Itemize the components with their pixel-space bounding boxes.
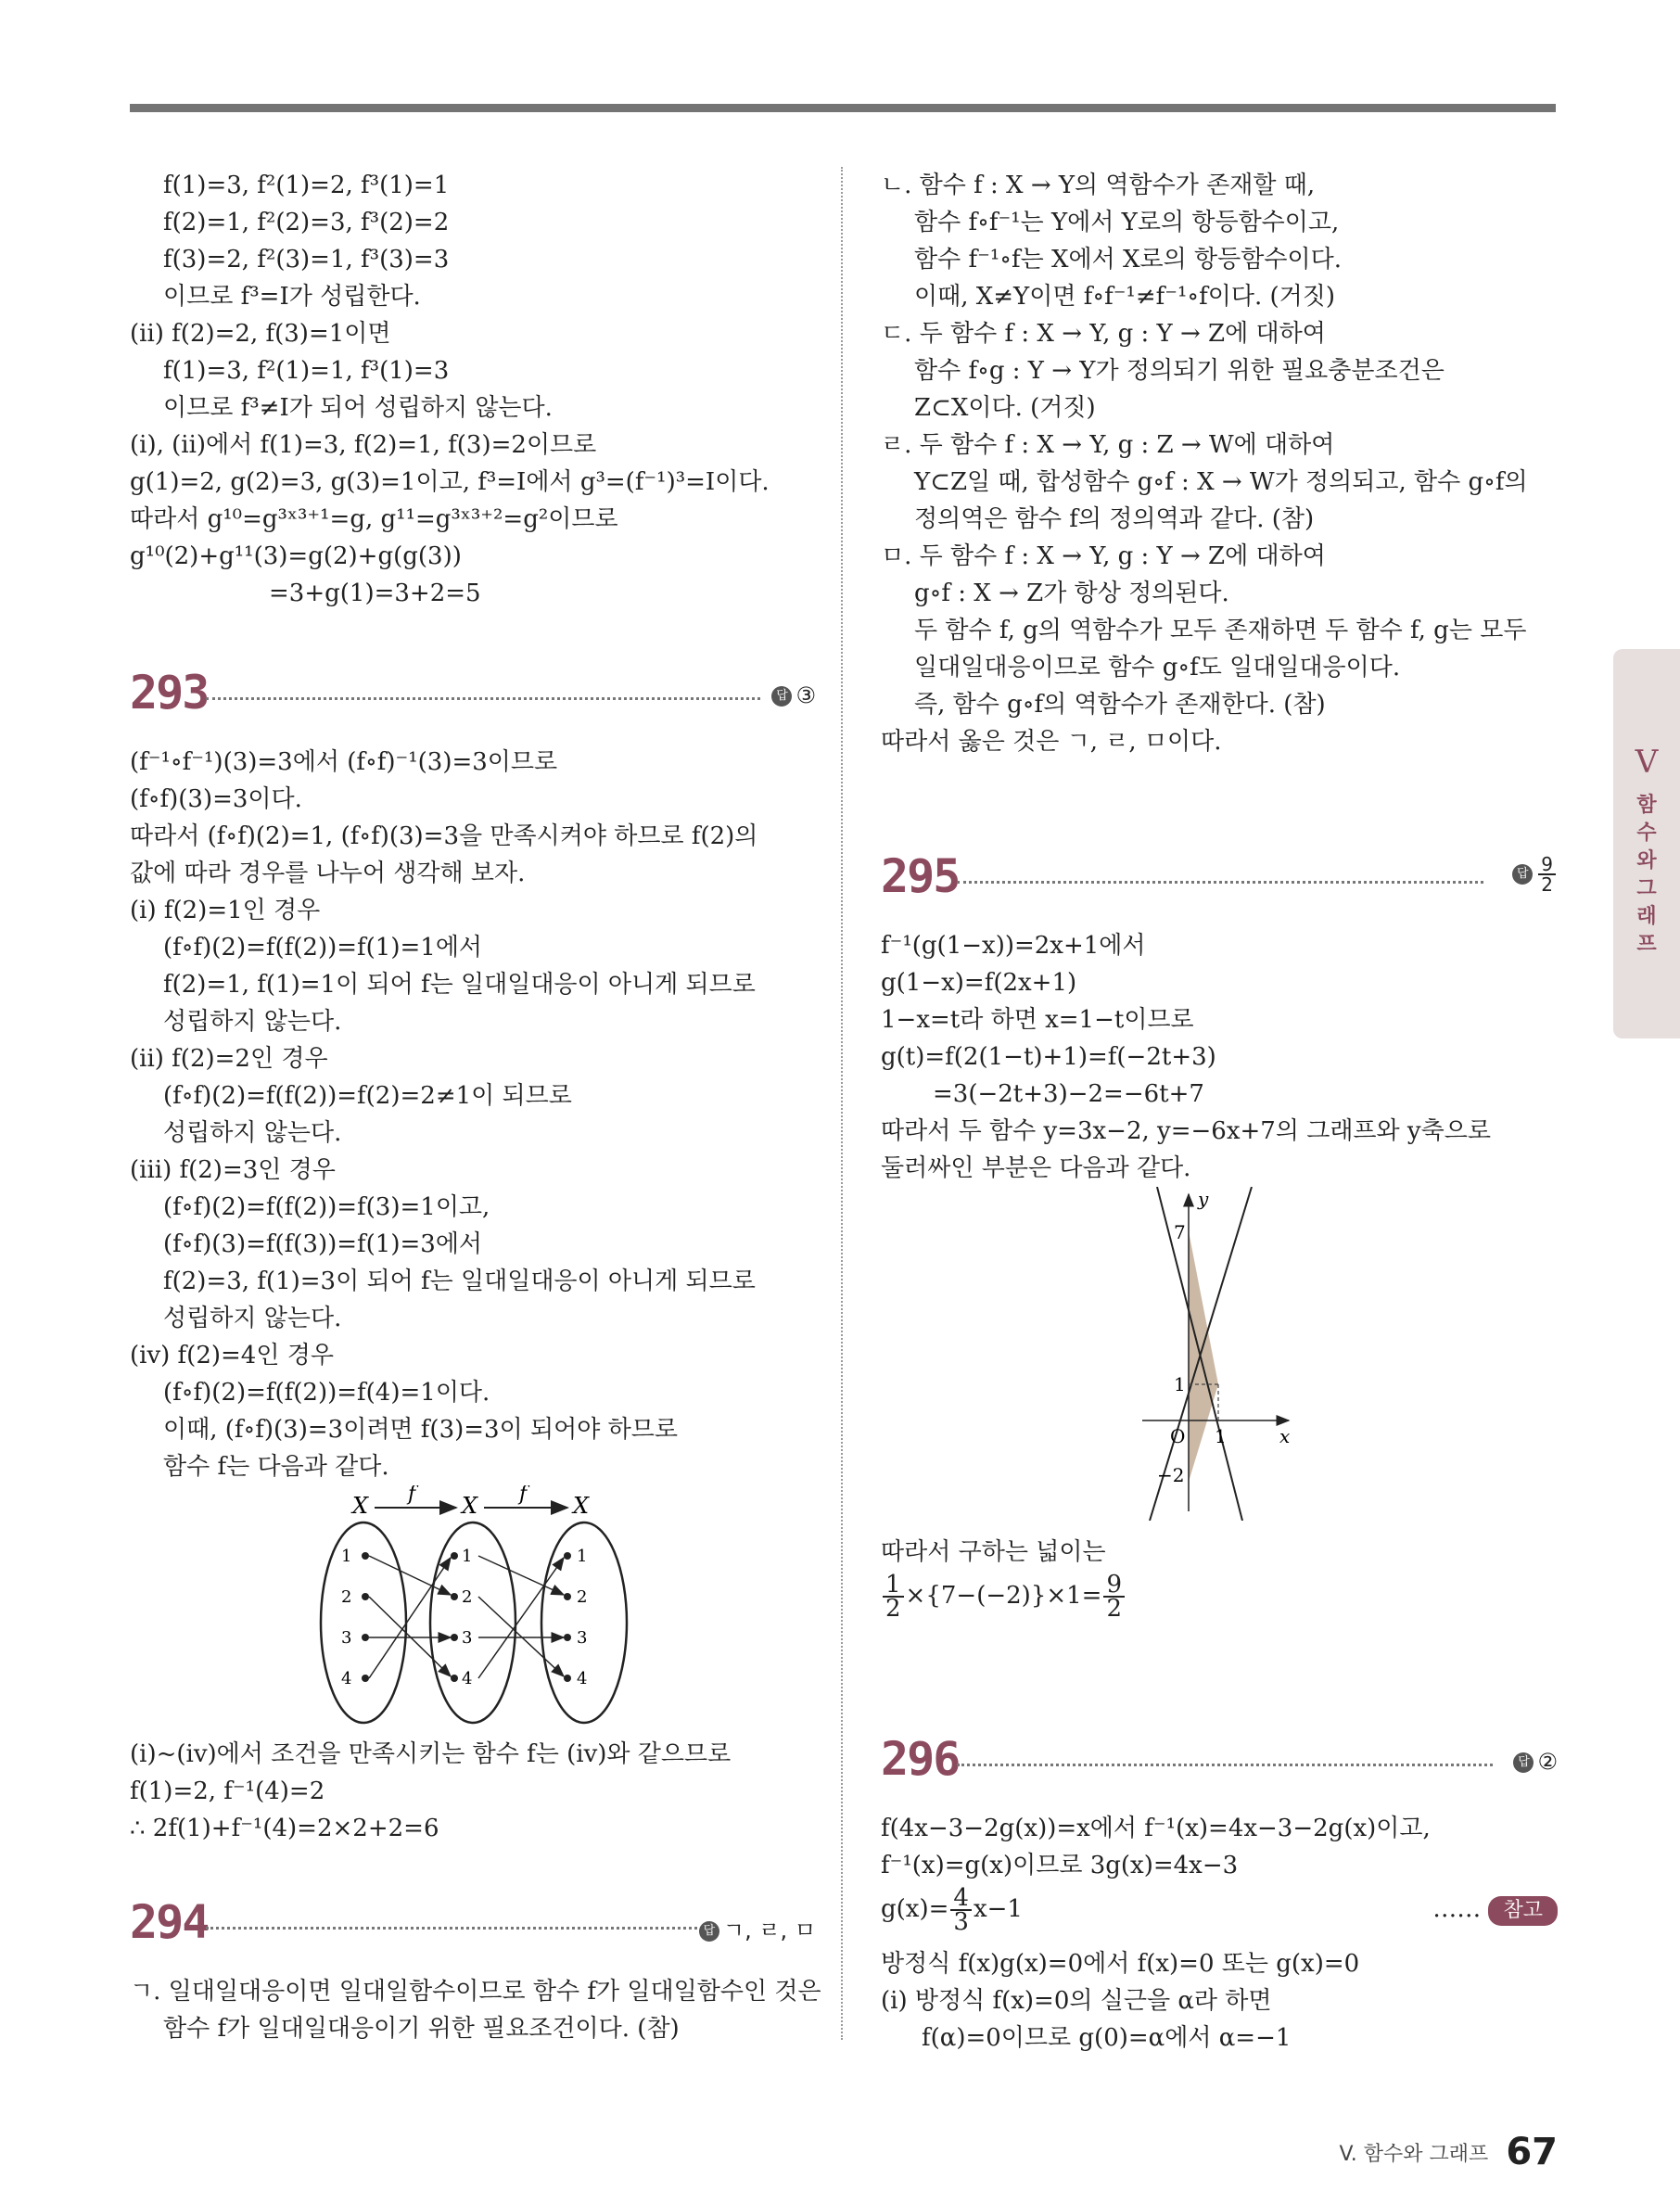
arrow-label: f (408, 1485, 416, 1506)
eq-prefix: g(x)= (881, 1895, 949, 1923)
text-line: f(1)=3, f²(1)=2, f³(1)=1 (163, 172, 450, 199)
text-line: (i), (ii)에서 f(1)=3, f(2)=1, f(3)=2이므로 (130, 431, 597, 459)
leader-dots (206, 697, 760, 700)
text-line: 따라서 옳은 것은 ㄱ, ㄹ, ㅁ이다. (881, 728, 1222, 756)
text-line: 성립하지 않는다. (163, 1305, 342, 1332)
text-line: f(α)=0이므로 g(0)=α에서 α=−1 (922, 2024, 1292, 2052)
page-footer (1340, 2131, 1558, 2173)
text-line: 둘러싸인 부분은 다음과 같다. (881, 1154, 1191, 1182)
text-line: ㅁ. 두 함수 f : X → Y, g : Y → Z에 대하여 (881, 542, 1326, 570)
text-line: g(t)=f(2(1−t)+1)=f(−2t+3) (881, 1043, 1216, 1071)
element-label: 1 (577, 1547, 588, 1566)
element-label: 4 (577, 1669, 588, 1688)
left-column (130, 167, 821, 2047)
text-line: f(1)=3, f²(1)=1, f³(1)=3 (163, 357, 450, 385)
text-line: f(2)=1, f²(2)=3, f³(2)=2 (163, 209, 450, 236)
text-line: 성립하지 않는다. (163, 1008, 342, 1036)
tick-label: 1 (1215, 1425, 1227, 1447)
text-line: 즉, 함수 g∘f의 역함수가 존재한다. (참) (914, 691, 1326, 719)
element-label: 3 (577, 1628, 588, 1648)
frac-numerator: 9 (1103, 1573, 1125, 1598)
top-rule (130, 104, 1556, 112)
text-line: g∘f : X → Z가 항상 정의된다. (914, 580, 1229, 607)
text-line: (i) 방정식 f(x)=0의 실근을 α라 하면 (881, 1987, 1272, 2015)
answer-denominator: 2 (1541, 873, 1553, 896)
text-line: f(2)=3, f(1)=3이 되어 f는 일대일대응이 아니게 되므로 (163, 1267, 756, 1295)
mapping-arrows-1 (369, 1556, 451, 1678)
text-line: Z⊂X이다. (거짓) (914, 394, 1096, 422)
text-line: (f⁻¹∘f⁻¹)(3)=3에서 (f∘f)⁻¹(3)=3이므로 (130, 748, 558, 776)
set-3-elements (564, 1547, 587, 1688)
text-line: ㄴ. 함수 f : X → Y의 역함수가 존재할 때, (881, 172, 1316, 199)
text-line: 두 함수 f, g의 역함수가 모두 존재하면 두 함수 f, g는 모두 (914, 617, 1527, 644)
text-line: 함수 f가 일대일대응이기 위한 필요조건이다. (참) (163, 2015, 680, 2043)
arrow-label: f (519, 1485, 528, 1506)
text-line: ㄹ. 두 함수 f : X → Y, g : Z → W에 대하여 (881, 431, 1335, 459)
element-label: 2 (341, 1587, 352, 1607)
element-label: 1 (341, 1547, 352, 1566)
text-line: 함수 f∘g : Y → Y가 정의되기 위한 필요충분조건은 (914, 357, 1445, 385)
element-label: 4 (341, 1669, 352, 1688)
problem-295-header (881, 842, 1558, 916)
problem-number: 296 (881, 1732, 960, 1786)
answer-badge: 답 (771, 686, 792, 707)
y-axis-label: y (1198, 1188, 1209, 1210)
element-label: 4 (462, 1669, 473, 1688)
text-line: 이때, (f∘f)(3)=3이려면 f(3)=3이 되어야 하므로 (163, 1416, 678, 1444)
element-label: 1 (462, 1547, 473, 1566)
set-2-elements (451, 1547, 472, 1688)
set-1-elements (341, 1547, 369, 1688)
reference-button[interactable]: 참고 (1488, 1896, 1558, 1926)
frac-denominator: 2 (1106, 1595, 1123, 1623)
text-line: Y⊂Z일 때, 합성함수 g∘f : X → W가 정의되고, 함수 g∘f의 (914, 468, 1528, 496)
equation-line (881, 1884, 1558, 1945)
text-line: ∴ 2f(1)+f⁻¹(4)=2×2+2=6 (130, 1815, 439, 1842)
element-label: 3 (462, 1628, 473, 1648)
text-line: 값에 따라 경우를 나누어 생각해 보자. (130, 860, 526, 887)
tick-label: 1 (1174, 1373, 1186, 1395)
text-line: (f∘f)(2)=f(f(2))=f(4)=1이다. (163, 1379, 490, 1407)
leader-dots (957, 881, 1483, 884)
frac-numerator: 4 (950, 1887, 972, 1911)
text-line: g(1)=2, g(2)=3, g(3)=1이고, f³=I에서 g³=(f⁻¹)³=I이다. (130, 468, 770, 496)
text-line: 따라서 구하는 넓이는 (881, 1538, 1106, 1566)
text-line: 함수 f∘f⁻¹는 Y에서 Y로의 항등함수이고, (914, 209, 1340, 236)
text-line: 정의역은 함수 f의 정의역과 같다. (참) (914, 505, 1315, 533)
text-line: (iv) f(2)=4인 경우 (130, 1342, 334, 1369)
answer-value: ③ (795, 682, 816, 708)
frac-denominator: 3 (953, 1908, 969, 1936)
right-column (881, 167, 1558, 2057)
text-line: 따라서 (f∘f)(2)=1, (f∘f)(3)=3을 만족시켜야 하므로 f(2)의 (130, 822, 758, 850)
answer-badge: 답 (1513, 1752, 1534, 1773)
problem-number: 295 (881, 849, 960, 903)
text-line: (ii) f(2)=2인 경우 (130, 1045, 328, 1073)
text-line: f(4x−3−2g(x))=x에서 f⁻¹(x)=4x−3−2g(x)이고, (881, 1815, 1431, 1842)
text-line: 이때, X≠Y이면 f∘f⁻¹≠f⁻¹∘f이다. (거짓) (914, 283, 1336, 311)
chapter-roman: V (1635, 744, 1659, 781)
answer-numerator: 9 (1538, 855, 1556, 875)
element-label: 2 (462, 1587, 473, 1607)
answer (1513, 1749, 1558, 1775)
set-ellipse (321, 1522, 406, 1723)
problem-296-header (881, 1725, 1558, 1799)
text-line: (ii) f(2)=2, f(3)=1이면 (130, 320, 391, 348)
answer-value: ② (1537, 1749, 1558, 1775)
set-ellipse (430, 1522, 515, 1723)
text-line: (f∘f)(2)=f(f(2))=f(1)=1에서 (163, 934, 483, 962)
answer (1512, 855, 1558, 894)
chapter-title-vertical: 함수와 그래프 (1636, 794, 1657, 956)
frac-denominator: 2 (885, 1595, 901, 1623)
text-line: 따라서 두 함수 y=3x−2, y=−6x+7의 그래프와 y축으로 (881, 1117, 1491, 1145)
function-mapping-diagram (130, 1485, 816, 1736)
answer-value: ㄱ, ㄹ, ㅁ (722, 1917, 816, 1943)
reference-marker (1432, 1884, 1558, 1934)
eq-suffix: x−1 (973, 1895, 1023, 1923)
problem-294-header (130, 1888, 816, 1962)
set-label: X (573, 1493, 590, 1519)
column-divider (841, 167, 843, 2040)
text-line: f(3)=2, f²(3)=1, f³(3)=3 (163, 246, 450, 274)
text-line: 이므로 f³=I가 성립한다. (163, 283, 421, 311)
problem-number: 294 (130, 1895, 209, 1949)
text-line: (f∘f)(3)=3이다. (130, 785, 302, 813)
set-label: X (462, 1493, 478, 1519)
text-line: 이므로 f³≠I가 되어 성립하지 않는다. (163, 394, 553, 422)
text-line: 일대일대응이므로 함수 g∘f도 일대일대응이다. (914, 654, 1401, 682)
text-line: ㄷ. 두 함수 f : X → Y, g : Y → Z에 대하여 (881, 320, 1326, 348)
text-line: g¹⁰(2)+g¹¹(3)=g(2)+g(g(3)) (130, 542, 462, 570)
frac-numerator: 1 (883, 1573, 904, 1598)
area-formula (881, 1571, 1558, 1636)
ref-dots: …… (1432, 1895, 1482, 1923)
text-line: (i)~(iv)에서 조건을 만족시키는 함수 f는 (iv)와 같으므로 (130, 1740, 732, 1768)
leader-dots (957, 1764, 1493, 1766)
answer-badge: 답 (1512, 864, 1533, 885)
mapping-arrows-2 (478, 1556, 564, 1678)
text-line: 함수 f⁻¹∘f는 X에서 X로의 항등함수이다. (914, 246, 1342, 274)
text-line: ㄱ. 일대일대응이면 일대일함수이므로 함수 f가 일대일함수인 것은 (130, 1978, 821, 2006)
set-label: X (352, 1493, 369, 1519)
text-line: 방정식 f(x)g(x)=0에서 f(x)=0 또는 g(x)=0 (881, 1950, 1360, 1978)
text-line: (f∘f)(3)=f(f(3))=f(1)=3에서 (163, 1230, 483, 1258)
origin-label: O (1170, 1425, 1186, 1447)
answer-badge: 답 (699, 1921, 719, 1942)
text-line: =3+g(1)=3+2=5 (269, 580, 481, 607)
page-number: 67 (1506, 2131, 1558, 2173)
text-line: 1−x=t라 하면 x=1−t이므로 (881, 1006, 1194, 1034)
text-line: g(1−x)=f(2x+1) (881, 969, 1077, 997)
answer (699, 1912, 816, 1944)
text-line: f(2)=1, f(1)=1이 되어 f는 일대일대응이 아니게 되므로 (163, 971, 756, 999)
text-line: f(1)=2, f⁻¹(4)=2 (130, 1777, 325, 1805)
leader-dots (206, 1927, 714, 1930)
element-label: 2 (577, 1587, 588, 1607)
tick-label: −2 (1157, 1464, 1185, 1486)
text-line: (i) f(2)=1인 경우 (130, 897, 321, 924)
text-line: (iii) f(2)=3인 경우 (130, 1156, 336, 1184)
text-line: (f∘f)(2)=f(f(2))=f(3)=1이고, (163, 1193, 490, 1221)
text-line: 함수 f는 다음과 같다. (163, 1453, 389, 1481)
element-label: 3 (341, 1628, 352, 1648)
answer (771, 682, 816, 708)
formula-middle: ×{7−(−2)}×1= (905, 1582, 1102, 1610)
tick-label: 7 (1174, 1221, 1186, 1243)
text-line: (f∘f)(2)=f(f(2))=f(2)=2≠1이 되므로 (163, 1082, 572, 1110)
area-graph (881, 1187, 1558, 1521)
text-line: f⁻¹(g(1−x))=2x+1에서 (881, 932, 1146, 960)
problem-number: 293 (130, 666, 209, 720)
text-line: 성립하지 않는다. (163, 1119, 342, 1147)
text-line: f⁻¹(x)=g(x)이므로 3g(x)=4x−3 (881, 1852, 1239, 1879)
problem-293-header (130, 658, 816, 732)
chapter-side-tab (1613, 649, 1680, 1038)
x-axis-label: x (1279, 1425, 1291, 1447)
text-line: =3(−2t+3)−2=−6t+7 (933, 1080, 1204, 1108)
footer-section: V. 함수와 그래프 (1339, 2142, 1489, 2166)
text-line: 따라서 g¹⁰=g³ˣ³⁺¹=g, g¹¹=g³ˣ³⁺²=g²이므로 (130, 505, 618, 533)
